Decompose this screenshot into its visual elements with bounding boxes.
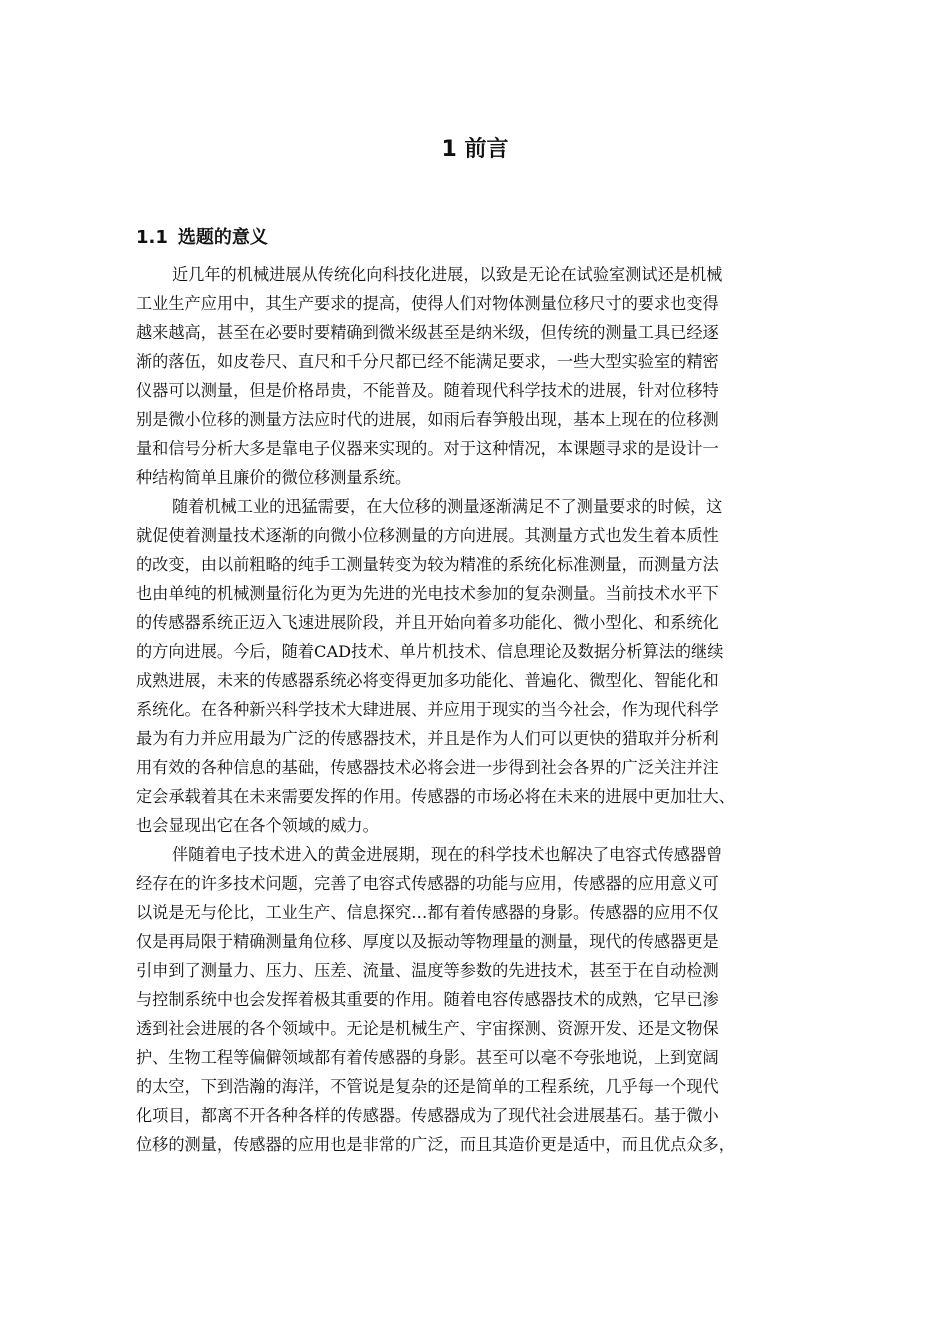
paragraph-line: 位移的测量，传感器的应用也是非常的广泛，而且其造价更是适中，而且优点众多，: [136, 1135, 735, 1154]
paragraph-line: 近几年的机械进展从传统化向科技化进展，以致是无论在试验室测试还是机械: [172, 265, 723, 284]
paragraph-line: 随着机械工业的迅猛需要，在大位移的测量逐渐满足不了测量要求的时候，这: [172, 497, 723, 516]
paragraph-line: 的方向进展。今后，随着CAD技术、单片机技术、信息理论及数据分析算法的继续: [136, 642, 724, 661]
paragraph-line: 越来越高，甚至在必要时要精确到微米级甚至是纳米级，但传统的测量工具已经逐: [136, 323, 719, 342]
paragraph-line: 与控制系统中也会发挥着极其重要的作用。随着电容传感器技术的成熟，它早已渗: [136, 990, 719, 1009]
paragraph-line: 经存在的许多技术问题，完善了电容式传感器的功能与应用，传感器的应用意义可: [136, 874, 719, 893]
paragraph-line: 渐的落伍，如皮卷尺、直尺和千分尺都已经不能满足要求，一些大型实验室的精密: [136, 352, 719, 371]
paragraph-line: 透到社会进展的各个领域中。无论是机械生产、宇宙探测、资源开发、还是文物保: [136, 1019, 719, 1038]
body-text: [136, 260, 836, 1159]
paragraph-line: 量和信号分析大多是靠电子仪器来实现的。对于这种情况，本课题寻求的是设计一: [136, 439, 719, 458]
paragraph-1: [136, 260, 836, 492]
paragraph-line: 的太空，下到浩瀚的海洋，不管说是复杂的还是简单的工程系统，几乎每一个现代: [136, 1077, 719, 1096]
section-number: 1.1: [136, 227, 168, 248]
paragraph-line: 最为有力并应用最为广泛的传感器技术，并且是作为人们可以更快的猎取并分析利: [136, 729, 719, 748]
paragraph-line: 工业生产应用中，其生产要求的提高，使得人们对物体测量位移尺寸的要求也变得: [136, 294, 719, 313]
paragraph-line: 仅是再局限于精确测量角位移、厚度以及振动等物理量的测量，现代的传感器更是: [136, 932, 719, 951]
paragraph-line: 以说是无与伦比，工业生产、信息探究…都有着传感器的身影。传感器的应用不仅: [136, 903, 719, 922]
paragraph-line: 别是微小位移的测量方法应时代的进展，如雨后春笋般出现，基本上现在的位移测: [136, 410, 719, 429]
paragraph-line: 定会承载着其在未来需要发挥的作用。传感器的市场必将在未来的进展中更加壮大、: [136, 787, 735, 806]
paragraph-line: 也由单纯的机械测量衍化为更为先进的光电技术参加的复杂测量。当前技术水平下: [136, 584, 719, 603]
paragraph-line: 护、生物工程等偏僻领域都有着传感器的身影。甚至可以毫不夸张地说，上到宽阔: [136, 1048, 719, 1067]
paragraph-2: [136, 492, 836, 840]
chapter-title: 1 前言: [441, 137, 509, 162]
section-title: 选题的意义: [177, 227, 268, 248]
section-heading: [136, 224, 268, 252]
paragraph-line: 引申到了测量力、压力、压差、流量、温度等参数的先进技术，甚至于在自动检测: [136, 961, 719, 980]
paragraph-line: 种结构简单且廉价的微位移测量系统。: [136, 468, 412, 487]
paragraph-line: 伴随着电子技术进入的黄金进展期，现在的科学技术也解决了电容式传感器曾: [172, 845, 723, 864]
paragraph-line: 系统化。在各种新兴科学技术大肆进展、并应用于现实的当今社会，作为现代科学: [136, 700, 719, 719]
paragraph-line: 就促使着测量技术逐渐的向微小位移测量的方向进展。其测量方式也发生着本质性: [136, 526, 719, 545]
paragraph-line: 也会显现出它在各个领域的威力。: [136, 816, 379, 835]
paragraph-line: 的改变，由以前粗略的纯手工测量转变为较为精准的系统化标准测量，而测量方法: [136, 555, 719, 574]
paragraph-3: [136, 840, 836, 1159]
paragraph-line: 的传感器系统正迈入飞速进展阶段，并且开始向着多功能化、微小型化、和系统化: [136, 613, 719, 632]
paragraph-line: 用有效的各种信息的基础，传感器技术必将会进一步得到社会各界的广泛关注并注: [136, 758, 719, 777]
paragraph-line: 化项目，都离不开各种各样的传感器。传感器成为了现代社会进展基石。基于微小: [136, 1106, 719, 1125]
paragraph-line: 仪器可以测量，但是价格昂贵，不能普及。随着现代科学技术的进展，针对位移特: [136, 381, 719, 400]
paragraph-line: 成熟进展，未来的传感器系统必将变得更加多功能化、普遍化、微型化、智能化和: [136, 671, 719, 690]
